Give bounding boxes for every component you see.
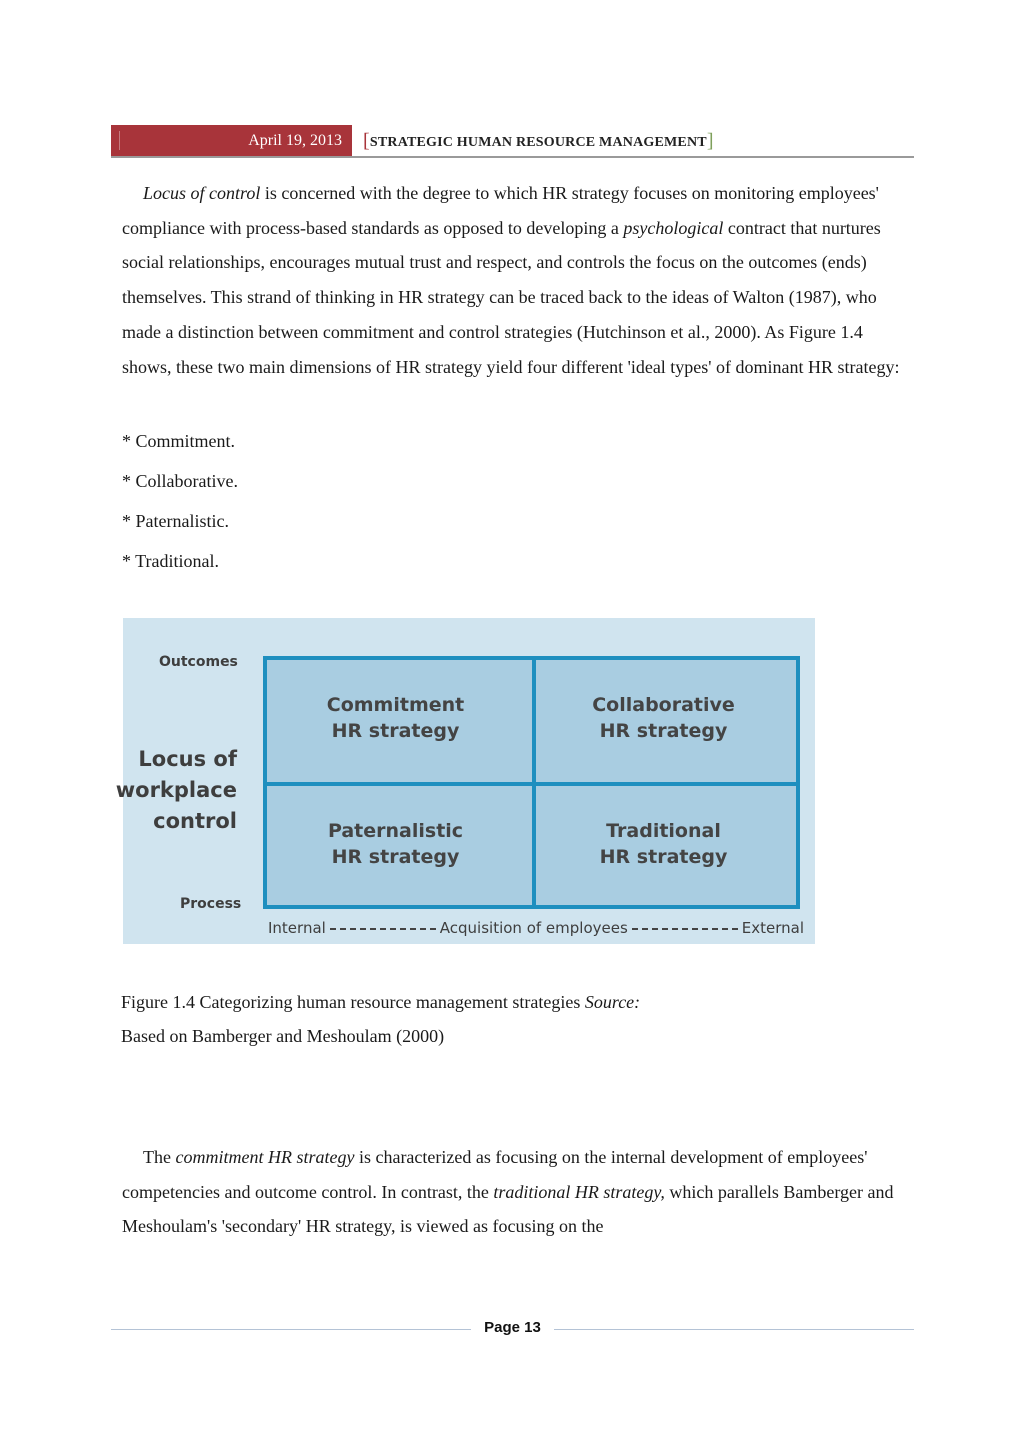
cell-line: Collaborative bbox=[592, 694, 735, 716]
cell-line: HR strategy bbox=[331, 846, 460, 868]
term-locus-of-control: Locus of control bbox=[143, 183, 261, 203]
cell-line: Traditional bbox=[606, 820, 721, 842]
list-item: * Paternalistic. bbox=[122, 511, 229, 531]
term-psychological: psychological bbox=[623, 217, 724, 238]
x-axis-dash bbox=[632, 928, 738, 930]
cell-line: HR strategy bbox=[599, 720, 728, 742]
page-number: Page 13 bbox=[484, 1319, 541, 1336]
y-axis-title-line: workplace bbox=[115, 778, 237, 802]
cell-line: Commitment bbox=[326, 694, 465, 716]
paragraph2-text-a: is characterized as focusing on the internal development of employees' competencies and outcome control. In contrast, the bbox=[122, 1147, 868, 1202]
y-axis-title-line: control bbox=[153, 809, 237, 833]
page-footer bbox=[111, 1318, 914, 1340]
paragraph-commitment-strategy bbox=[122, 1140, 902, 1244]
cell-line: Paternalistic bbox=[327, 820, 464, 842]
y-axis-bottom-label: Process bbox=[180, 896, 242, 912]
x-axis-title: Acquisition of employees bbox=[439, 919, 628, 937]
cell-line: HR strategy bbox=[331, 720, 460, 742]
header-bracket-open: [ bbox=[363, 130, 370, 152]
strategy-list bbox=[122, 424, 238, 584]
figure-caption bbox=[121, 985, 640, 1053]
y-axis-title-line: Locus of bbox=[138, 747, 237, 771]
x-axis-dash bbox=[330, 928, 436, 930]
term-commitment-hr-strategy: commitment HR strategy bbox=[175, 1147, 355, 1167]
paragraph-locus-of-control bbox=[122, 176, 902, 384]
term-traditional-hr-strategy: traditional HR strategy, bbox=[493, 1181, 665, 1202]
caption-source-label: Source: bbox=[584, 992, 641, 1012]
header-date: April 19, 2013 bbox=[111, 125, 352, 156]
cell-line: HR strategy bbox=[599, 846, 728, 868]
header-divider bbox=[111, 156, 914, 158]
list-item: * Commitment. bbox=[122, 431, 236, 451]
header-bracket-close: ] bbox=[706, 130, 714, 152]
page-header bbox=[111, 125, 914, 158]
x-axis bbox=[268, 919, 804, 937]
y-axis-title bbox=[116, 744, 237, 837]
list-item: * Collaborative. bbox=[122, 471, 238, 491]
grid-horizontal-divider bbox=[267, 782, 796, 786]
paragraph2-lead: The bbox=[143, 1147, 176, 1167]
paragraph1-text-b: contract that nurtures social relationships, encourages mutual trust and respect, and controls the focus on the outcomes (ends) themselves. This strand of thinking in HR strategy can be traced back to the ideas of Walton (1987), who made a distinction between commitment and control strategies (Hutchinson et al., 2000). As Figure 1.4 shows, these two main dimensions of HR strategy yield four different 'ideal types' of dominant HR strategy: bbox=[122, 217, 900, 377]
x-axis-left-label: Internal bbox=[268, 919, 326, 937]
cell-paternalistic bbox=[263, 818, 528, 870]
header-title bbox=[363, 129, 714, 152]
paragraph1-text-a: is concerned with the degree to which HR strategy focuses on monitoring employees' compliance with process-based standards as opposed to developing a bbox=[122, 183, 879, 238]
cell-traditional bbox=[531, 818, 796, 870]
paragraph2-text-b: which parallels Bamberger and Meshoulam's 'secondary' HR strategy, is viewed as focusing on the bbox=[122, 1181, 894, 1237]
x-axis-right-label: External bbox=[741, 919, 804, 937]
caption-line1: Figure 1.4 Categorizing human resource management strategies bbox=[121, 992, 585, 1012]
cell-commitment bbox=[263, 692, 528, 744]
caption-line2: Based on Bamberger and Meshoulam (2000) bbox=[121, 1026, 445, 1046]
y-axis-top-label: Outcomes bbox=[159, 654, 238, 670]
list-item: * Traditional. bbox=[122, 551, 220, 571]
cell-collaborative bbox=[531, 692, 796, 744]
header-title-text: STRATEGIC HUMAN RESOURCE MANAGEMENT bbox=[369, 135, 707, 150]
figure-hr-strategy-matrix bbox=[115, 618, 815, 944]
